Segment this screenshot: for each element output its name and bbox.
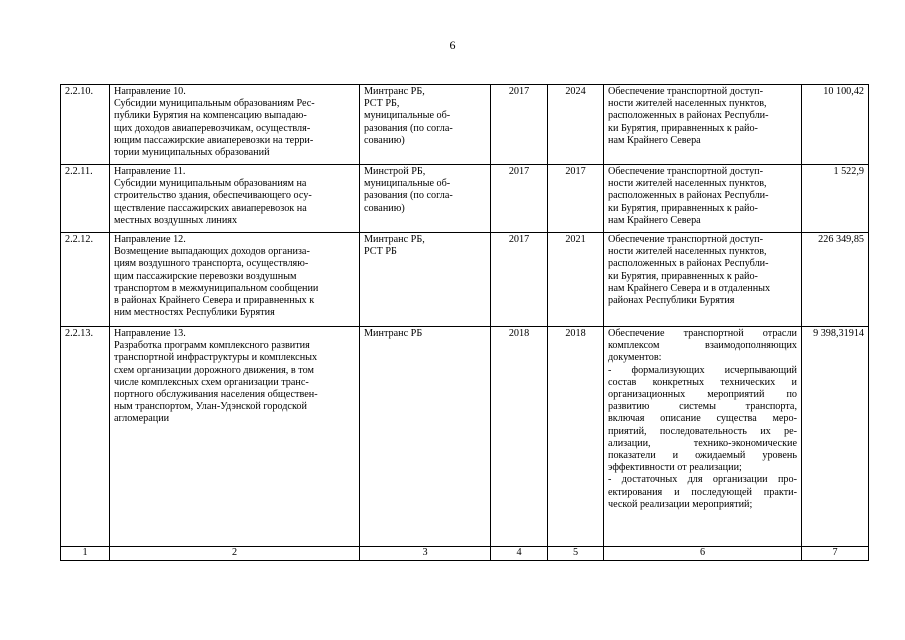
table-row (61, 327, 869, 547)
direction-line: Направление 11. (114, 166, 186, 177)
direction-cell (110, 165, 360, 233)
executor-line: Минтранс РБ, (364, 86, 425, 97)
year-end (548, 233, 604, 327)
table-row (61, 165, 869, 233)
table-row (61, 233, 869, 327)
year-start (491, 327, 548, 547)
column-number: 2 (110, 547, 360, 561)
result-line: ческой реализации мероприятий; (608, 498, 753, 510)
amount-text: 226 349,85 (818, 234, 864, 245)
item-code (61, 165, 110, 233)
result-line: комплексом взаимодополняющих (608, 340, 797, 352)
executor-line: муниципальные об- (364, 178, 451, 190)
result-line: состав конкретных технических и (608, 376, 797, 388)
direction-line: в районах Крайнего Севера и приравненных к (114, 295, 315, 307)
result-line: Обеспечение транспортной отрасли (608, 328, 797, 339)
executor-line: РСТ РБ (364, 246, 397, 258)
executor-line: РСТ РБ, (364, 98, 400, 110)
direction-line: транспортной инфраструктуры и комплексных (114, 352, 318, 364)
amount-cell (802, 85, 869, 165)
direction-line: Направление 13. (114, 328, 186, 339)
result-line: нам Крайнего Севера и в отдаленных (608, 282, 771, 294)
year-end (548, 85, 604, 165)
result-line: приятий, последовательность их ре- (608, 425, 797, 437)
executor-line: Минтранс РБ, (364, 234, 425, 245)
result-line: расположенных в районах Республи- (608, 190, 769, 202)
result-line: нам Крайнего Севера (608, 214, 701, 226)
amount-text: 9 398,31914 (813, 328, 864, 339)
direction-line: щим пассажирские перевозки воздушным (114, 270, 297, 282)
year-end-text: 2021 (565, 234, 586, 245)
item-code (61, 327, 110, 547)
direction-line: Направление 12. (114, 234, 186, 245)
year-start (491, 165, 548, 233)
result-line: нам Крайнего Севера (608, 134, 701, 146)
result-line: Обеспечение транспортной доступ- (608, 234, 764, 245)
item-code-text: 2.2.13. (65, 328, 94, 339)
result-line: ализации, технико-экономические (608, 437, 797, 449)
direction-line: Субсидии муниципальным образованиям Рес- (114, 98, 315, 110)
direction-line: циям воздушного транспорта, осуществляю- (114, 258, 309, 270)
direction-line: Возмещение выпадающих доходов организа- (114, 246, 310, 258)
result-line: развитию системы транспорта, (608, 401, 797, 413)
direction-cell (110, 85, 360, 165)
column-number: 1 (61, 547, 110, 561)
result-line: ки Бурятия, приравненных к райо- (608, 122, 758, 134)
executor-line: сованию) (364, 202, 405, 214)
executor-line: сованию) (364, 134, 405, 146)
direction-line: ним местностях Республики Бурятия (114, 307, 275, 319)
direction-line: публики Бурятия на компенсацию выпадаю- (114, 110, 307, 122)
direction-line: портного обслуживания населения обществен- (114, 389, 318, 401)
year-end (548, 165, 604, 233)
direction-cell (110, 233, 360, 327)
year-start-text: 2018 (508, 328, 530, 339)
result-line: - достаточных для организации про- (608, 474, 797, 486)
table-body (61, 85, 869, 547)
executor-cell (360, 327, 491, 547)
executor-line: разования (по согла- (364, 190, 453, 202)
year-end-text: 2017 (565, 166, 586, 177)
direction-line: схем организации дорожного движения, в том (114, 364, 314, 376)
result-line: ности жителей населенных пунктов, (608, 98, 767, 110)
result-line: расположенных в районах Республи- (608, 110, 769, 122)
item-code (61, 85, 110, 165)
executor-line: Минтранс РБ (364, 328, 423, 339)
result-line: районах Республики Бурятия (608, 295, 735, 307)
direction-line: щих доходов авиаперевозчикам, осуществля- (114, 122, 311, 134)
direction-line: агломерации (114, 413, 170, 425)
result-line: Обеспечение транспортной доступ- (608, 166, 764, 177)
direction-line: ществление пассажирских авиаперевозок на (114, 202, 307, 214)
amount-cell (802, 233, 869, 327)
column-number: 5 (548, 547, 604, 561)
result-cell (604, 165, 802, 233)
amount-cell (802, 165, 869, 233)
direction-line: Субсидии муниципальным образованиям на (114, 178, 307, 190)
result-line: ности жителей населенных пунктов, (608, 178, 767, 190)
direction-line: транспортом в межмуниципальном сообщении (114, 282, 319, 294)
page-number: 6 (449, 38, 456, 52)
executor-line: муниципальные об- (364, 110, 451, 122)
result-line: - формализующих исчерпывающий (608, 364, 797, 376)
executor-line: разования (по согла- (364, 122, 453, 134)
executor-cell (360, 233, 491, 327)
executor-cell (360, 165, 491, 233)
result-line: ности жителей населенных пунктов, (608, 246, 767, 258)
direction-line: строительство здания, обеспечивающего осу- (114, 190, 312, 202)
result-line: ки Бурятия, приравненных к райо- (608, 270, 758, 282)
result-line: документов: (608, 352, 662, 364)
executor-line: Минстрой РБ, (364, 166, 426, 177)
item-code-text: 2.2.10. (65, 86, 94, 97)
direction-line: ющим пассажирские авиаперевозки на терри- (114, 134, 314, 146)
executor-cell (360, 85, 491, 165)
direction-line: ным транспортом, Улан-Удэнской городской (114, 401, 307, 413)
result-cell (604, 85, 802, 165)
table-row (61, 85, 869, 165)
direction-line: числе комплексных схем организации транс- (114, 376, 309, 388)
result-line: ки Бурятия, приравненных к райо- (608, 202, 758, 214)
column-number-row (61, 547, 869, 561)
result-line: организационных мероприятий по (608, 389, 797, 401)
result-cell (604, 233, 802, 327)
direction-line: местных воздушных линиях (114, 214, 238, 226)
direction-line: тории муниципальных образований (114, 147, 270, 159)
item-code (61, 233, 110, 327)
year-end-text: 2018 (565, 328, 586, 339)
result-cell (604, 327, 802, 547)
year-start-text: 2017 (508, 166, 530, 177)
result-line: эффективности от реализации; (608, 462, 742, 474)
item-code-text: 2.2.12. (65, 234, 94, 245)
column-number: 6 (604, 547, 802, 561)
result-line: показатели и ожидаемый уровень (608, 450, 797, 462)
column-number: 4 (491, 547, 548, 561)
year-end-text: 2024 (565, 86, 586, 97)
year-start-text: 2017 (508, 234, 530, 245)
amount-cell (802, 327, 869, 547)
direction-cell (110, 327, 360, 547)
column-number: 3 (360, 547, 491, 561)
amount-text: 10 100,42 (823, 86, 864, 97)
result-line: расположенных в районах Республи- (608, 258, 769, 270)
item-code-text: 2.2.11. (65, 166, 93, 177)
column-number: 7 (802, 547, 869, 561)
year-start (491, 233, 548, 327)
result-line: Обеспечение транспортной доступ- (608, 86, 764, 97)
result-line: включая описание существа меро- (608, 413, 797, 425)
result-line: ектирования и последующей практи- (608, 486, 797, 498)
year-end (548, 327, 604, 547)
direction-line: Направление 10. (114, 86, 186, 97)
program-table (60, 84, 869, 561)
direction-line: Разработка программ комплексного развития (114, 340, 310, 352)
year-start-text: 2017 (508, 86, 530, 97)
year-start (491, 85, 548, 165)
amount-text: 1 522,9 (833, 166, 864, 177)
